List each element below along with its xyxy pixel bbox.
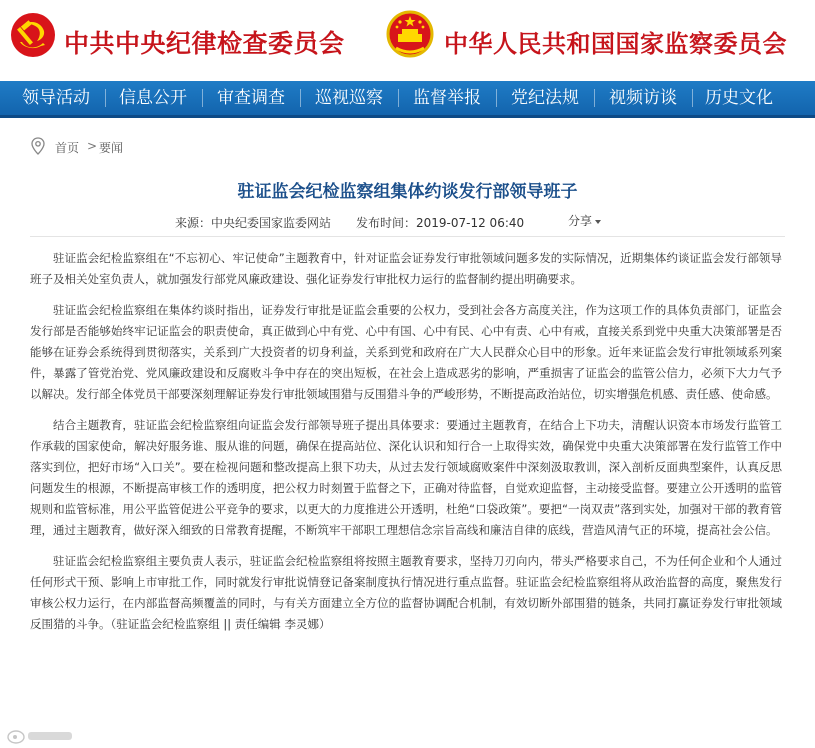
caret-down-icon bbox=[595, 220, 601, 224]
nav-item-investigation[interactable]: 审查调查 bbox=[217, 88, 285, 108]
ccdi-title: 中共中央纪律检查委员会 bbox=[64, 29, 345, 58]
header-divider bbox=[30, 236, 785, 237]
article-paragraph: 驻证监会纪检监察组主要负责人表示，驻证监会纪检监察组将按照主题教育要求，坚持刀刃向内，带头严格要求自己，不为任何企业和个人通过任何形式干预、影响上市审批工作，同时就发行审批说情登记备案制度执行情况进行重点监督。驻证监会纪检监察组将从政治监督的高度，聚焦发行审核公权力运行，在内部监督高频覆盖的同时，与有关方面建立全方位的监督协调配合机制，有效切断外部围猎的链条，共同打赢证券发行审批领域反围猎的斗争。（驻证监会纪检监察组 || 责任编辑 李灵娜） bbox=[30, 554, 782, 631]
nav-divider bbox=[300, 89, 301, 107]
nav-divider bbox=[398, 89, 399, 107]
nav-divider bbox=[496, 89, 497, 107]
article-title: 驻证监会纪检监察组集体约谈发行部领导班子 bbox=[237, 182, 578, 202]
article-paragraph: 驻证监会纪检监察组在集体约谈时指出，证券发行审批是证监会重要的公权力，受到社会各方高度关注，作为这项工作的具体负责部门，证监会发行部是否能够始终牢记证监会的职责使命，真正做到心中有党、心中有国、心中有民、心中有责、心中有戒，直接关系到党中央重大决策部署是否能够在证券会系统得到贯彻落实，关系到广大投资者的切身利益，关系到党和政府在广大人民群众心目中的形象。近年来证监会发行审批领域系列案件，暴露了管党治党、党风廉政建设和反腐败斗争中存在的突出短板，在社会上造成恶劣的影响，严重损害了证监会的监管公信力，必须下大力气予以解决。发行部全体党员干部要深刻理解证券发行审批领域围猎与反围猎斗争的严峻形势，不断提高政治站位，切实增强危机感、责任感、使命感。 bbox=[30, 303, 782, 401]
nsc-title: 中华人民共和国国家监察委员会 bbox=[444, 29, 787, 58]
share-label: 分享 bbox=[568, 214, 593, 228]
main-nav bbox=[0, 81, 815, 118]
weibo-watermark-icon bbox=[6, 724, 76, 746]
article-body bbox=[30, 248, 782, 645]
nav-item-history[interactable]: 历史文化 bbox=[705, 88, 773, 108]
article-paragraph: 驻证监会纪检监察组在“不忘初心、牢记使命”主题教育中，针对证监会证券发行审批领域问题多发的实际情况，近期集体约谈证监会发行部领导班子及相关处室负责人，就加强发行部党风廉政建设、强化证券发行审批权力运行的监督制约提出明确要求。 bbox=[30, 251, 782, 286]
site-header bbox=[0, 0, 815, 81]
article-source: 来源：中央纪委国家监委网站 bbox=[175, 216, 332, 230]
nav-item-report[interactable]: 监督举报 bbox=[413, 88, 481, 108]
nav-divider bbox=[105, 89, 106, 107]
nav-item-inspection[interactable]: 巡视巡察 bbox=[315, 88, 383, 108]
breadcrumb-current[interactable]: 要闻 bbox=[99, 141, 124, 155]
party-emblem-icon bbox=[10, 12, 56, 58]
article-paragraph: 结合主题教育，驻证监会纪检监察组向证监会发行部领导班子提出具体要求：要通过主题教育，在结合上下功夫，清醒认识资本市场发行监管工作承载的国家使命，解决好服务谁、服从谁的问题，确保在提高站位、深化认识和知行合一上取得实效，确保党中央重大决策部署在发行监管工作中落实到位，把好市场“入口关”。要在检视问题和整改提高上狠下功夫，从过去发行领域腐败案件中深刻汲取教训，深入剖析反面典型案件，认真反思问题发生的根源，不断提高审核工作的透明度，把公权力时刻置于监督之下，正确对待监督，自觉欢迎监督，主动接受监督。要建立公开透明的监管规则和监管标准，用公平监管促进公平竞争的要求，以更大的力度推进公开透明，杜绝“口袋政策”。要把“一岗双责”落到实处，加强对干部的教育管理，通过主题教育，做好深入细致的日常教育提醒，不断筑牢干部职工理想信念宗旨高线和廉洁自律的底线，营造风清气正的环境，提高社会公信。 bbox=[30, 418, 782, 537]
nav-item-regulations[interactable]: 党纪法规 bbox=[511, 88, 579, 108]
nav-divider bbox=[202, 89, 203, 107]
article-publish-time: 发布时间：2019-07-12 06:40 bbox=[356, 216, 525, 230]
location-pin-icon bbox=[30, 137, 46, 155]
nav-item-info-disclosure[interactable]: 信息公开 bbox=[119, 88, 187, 108]
state-emblem-icon bbox=[386, 8, 434, 60]
nav-divider bbox=[692, 89, 693, 107]
breadcrumb-separator: > bbox=[87, 139, 98, 153]
share-button[interactable] bbox=[568, 212, 601, 229]
nav-divider bbox=[594, 89, 595, 107]
nav-item-video[interactable]: 视频访谈 bbox=[609, 88, 677, 108]
breadcrumb-home[interactable]: 首页 bbox=[55, 141, 80, 155]
nav-item-leadership[interactable]: 领导活动 bbox=[22, 88, 90, 108]
